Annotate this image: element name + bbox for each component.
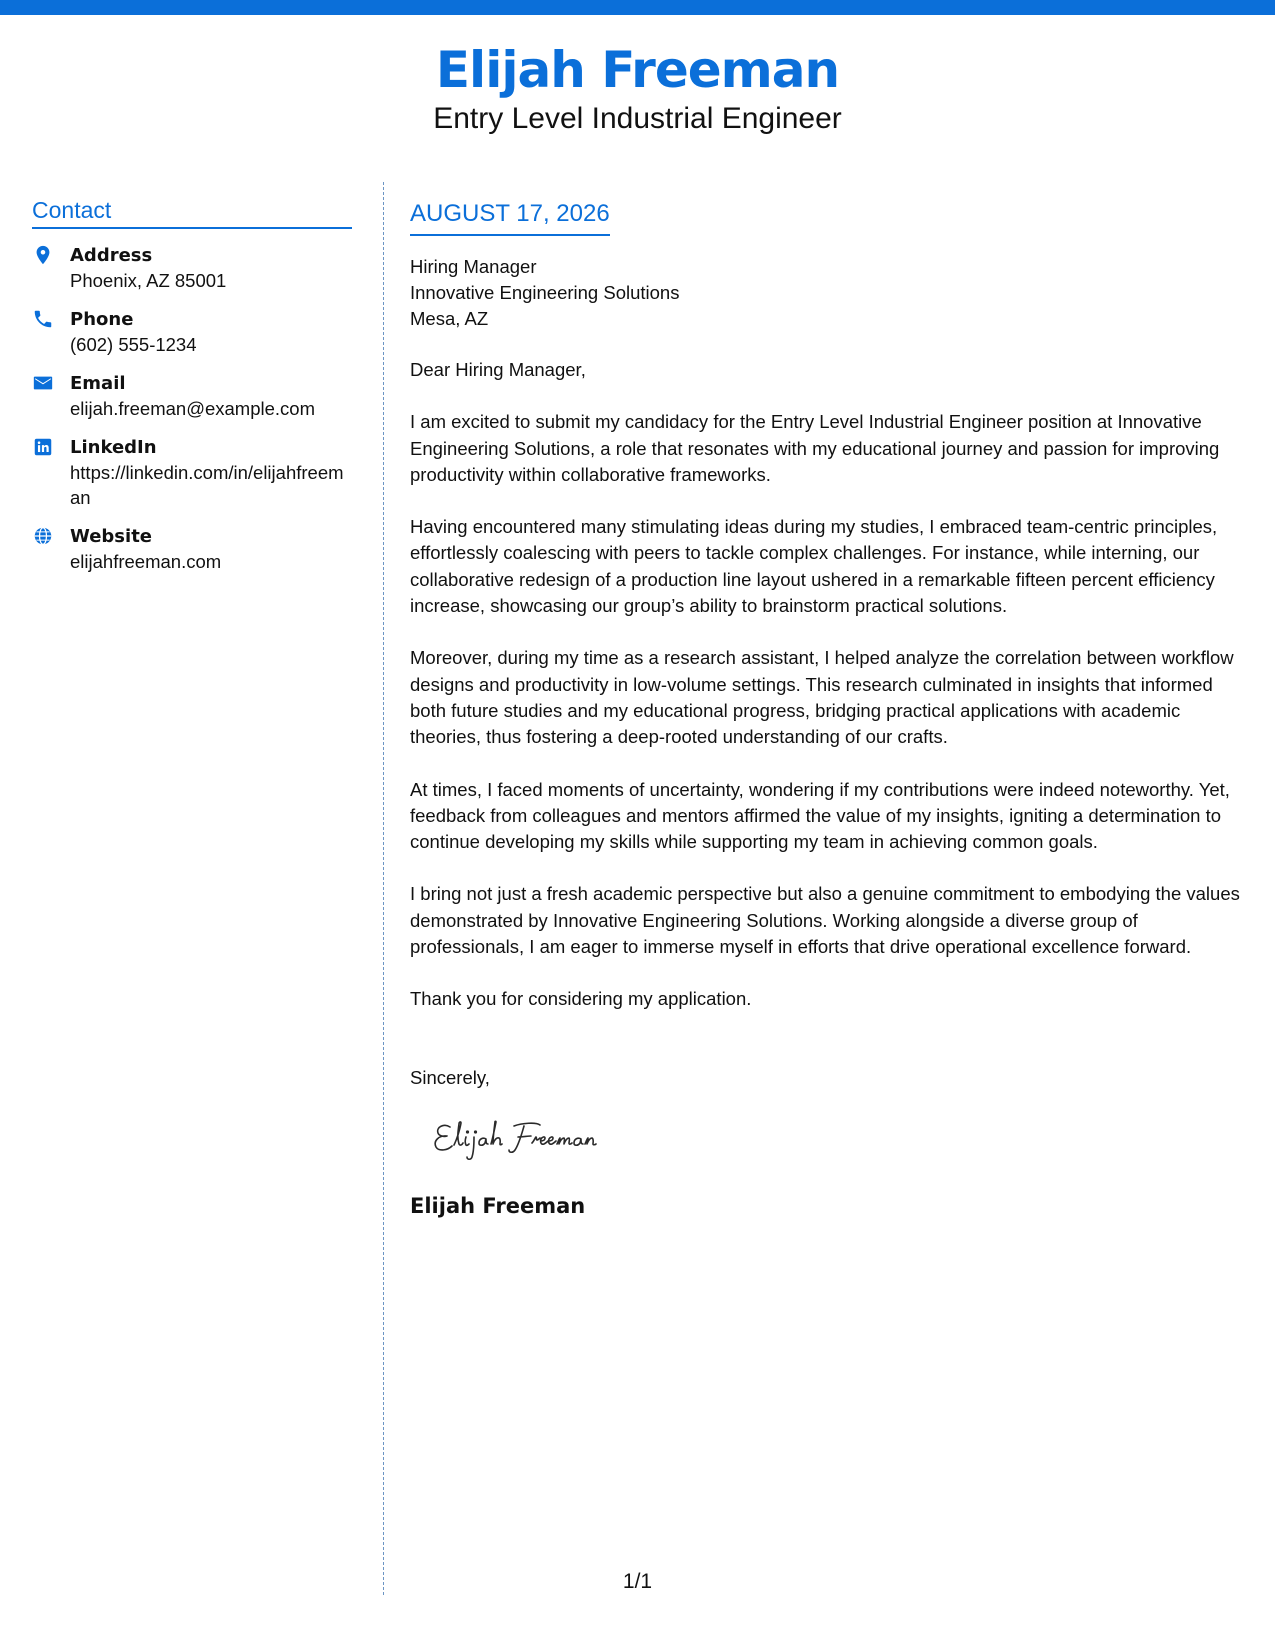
- page-number: 1/1: [622, 1570, 653, 1593]
- linkedin-icon: [32, 436, 54, 458]
- handwritten-signature: [428, 1113, 668, 1169]
- address-value: Phoenix, AZ 85001: [70, 270, 227, 291]
- paragraph-teamwork: Having encountered many stimulating ideas during my studies, I embraced team-centric principles, effortlessly coalescing with peers to tackle complex challenges. For instance, while interning, our collaborative redesign of a production line layout ushered in a remarkable fifteen percent efficiency increase, showcasing our group’s ability to brainstorm practical solutions.: [410, 516, 1218, 617]
- contact-item-email: [32, 371, 352, 421]
- recipient-company: Innovative Engineering Solutions: [410, 282, 680, 303]
- phone-icon: [32, 308, 54, 330]
- salutation: Dear Hiring Manager,: [410, 359, 586, 380]
- recipient-title: Hiring Manager: [410, 256, 537, 277]
- email-value[interactable]: elijah.freeman@example.com: [70, 398, 315, 419]
- location-pin-icon: [32, 244, 54, 266]
- contact-heading: Contact: [32, 196, 352, 229]
- closing: Sincerely,: [410, 1066, 490, 1088]
- contact-sidebar: [32, 196, 352, 588]
- address-label: Address: [70, 245, 153, 266]
- job-title: Entry Level Industrial Engineer: [433, 102, 842, 135]
- email-label: Email: [70, 373, 126, 394]
- recipient-location: Mesa, AZ: [410, 308, 489, 329]
- email-icon: [32, 372, 54, 394]
- linkedin-label: LinkedIn: [70, 437, 157, 458]
- contact-item-phone: [32, 307, 352, 357]
- paragraph-research: Moreover, during my time as a research assistant, I helped analyze the correlation between workflow designs and productivity in low-volume settings. This research culminated in insights that informed both future studies and my educational progress, bridging practical applications with academic theories, thus fostering a deep-rooted understanding of our crafts.: [410, 647, 1234, 748]
- paragraph-commitment: I bring not just a fresh academic perspective but also a genuine commitment to embodying the values demonstrated by Innovative Engineering Solutions. Working alongside a diverse group of professionals, I am eager to immerse myself in efforts that drive operational excellence forward.: [410, 883, 1240, 958]
- globe-icon: [32, 525, 54, 547]
- phone-value[interactable]: (602) 555-1234: [70, 334, 197, 355]
- letter-body: [410, 198, 1250, 1220]
- recipient-block: [410, 254, 1250, 332]
- paragraph-thanks: Thank you for considering my application.: [410, 988, 752, 1010]
- phone-label: Phone: [70, 309, 134, 330]
- contact-item-address: [32, 243, 352, 293]
- linkedin-value[interactable]: https://linkedin.com/in/elijahfreeman: [70, 462, 344, 508]
- letter-date: AUGUST 17, 2026: [410, 198, 610, 236]
- applicant-name: Elijah Freeman: [435, 41, 840, 99]
- top-accent-bar: [0, 0, 1275, 15]
- contact-item-website: [32, 524, 352, 574]
- header: [0, 40, 1275, 138]
- paragraph-growth: At times, I faced moments of uncertainty, wondering if my contributions were indeed noteworthy. Yet, feedback from colleagues and mentors affirmed the value of my insights, igniting a determination to continue developing my skills while supporting my team in achieving common goals.: [410, 778, 1230, 853]
- column-divider: [383, 182, 384, 1595]
- signed-name: Elijah Freeman: [410, 1193, 586, 1218]
- contact-item-linkedin: [32, 435, 352, 510]
- paragraph-intro: I am excited to submit my candidacy for the Entry Level Industrial Engineer position at Innovative Engineering Solutions, a role that resonates with my educational journey and passion for improving productivity within collaborative frameworks.: [410, 411, 1220, 485]
- website-label: Website: [70, 526, 153, 547]
- website-value[interactable]: elijahfreeman.com: [70, 551, 222, 572]
